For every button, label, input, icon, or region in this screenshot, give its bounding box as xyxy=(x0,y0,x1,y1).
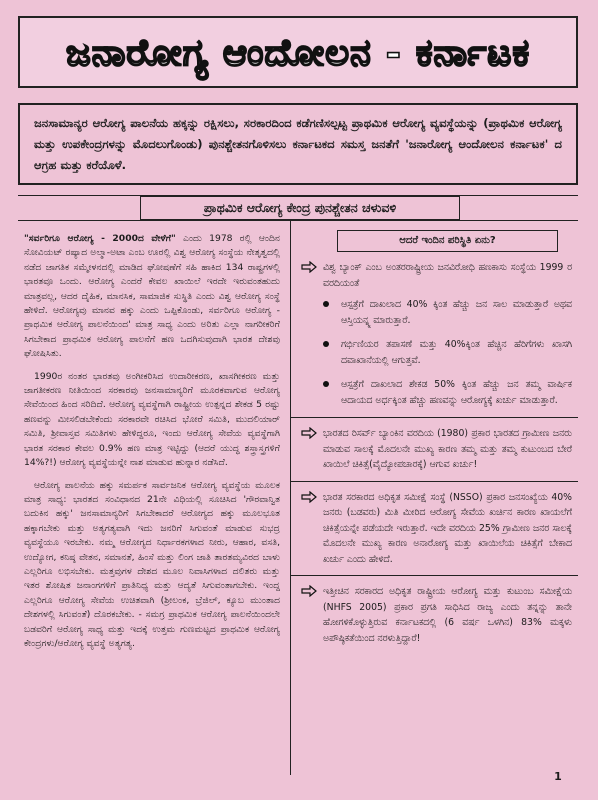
intro-body: ಎಂದು 1978 ರಲ್ಲಿ ಆಂದಿನ ಸೋವಿಯಟ್ ರಷ್ಯಾದ ಅಲ್ಮಾ-ಅಟಾ ಎಂಬ ಊರಲ್ಲಿ ವಿಶ್ವ ಆರೋಗ್ಯ ಸಂಸ್ಥೆಯ ನೇತೃತ್ವದಲ್ಲಿ ನಡೆದ ಜಾಗತಿಕ ಸಮ್ಮೇಳನದಲ್ಲಿ ಮಾಡಿದ ಘೋಷಣೆಗೆ ಸಹಿ ಹಾಕಿದ 134 ರಾಷ್ಟ್ರಗಳಲ್ಲಿ ಭಾರತವೂ ಒಂದು. ಆರೋಗ್ಯ ಎಂದರೆ ಕೇವಲ ಖಾಯಿಲೆ ಇರದೇ ಇರುವಂತಹುದು ಮಾತ್ರವಲ್ಲ, ಆದರ ದೈಹಿಕ, ಮಾನಸಿಕ, ಸಾಮಾಜಿಕ ಸುಸ್ಥಿತಿ ಎಂದು ವಿಶ್ವ ಆರೋಗ್ಯ ಸಂಸ್ಥೆ ಹೇಳಿದೆ. ಆರೋಗ್ಯವು ಮಾನವ ಹಕ್ಕು ಎಂದು ಒಪ್ಪಿಕೊಂಡು, ಸರ್ವರಿಗೂ ಆರೋಗ್ಯ - ಪ್ರಾಥಮಿಕ ಆರೋಗ್ಯ ಪಾಲನೆಯಿಂದ' ಮಾತ್ರ ಸಾಧ್ಯ ಎಂದು ಅರಿತು ಎಲ್ಲಾ ನಾಗರೀಕರಿಗೆ ಸಿಗಬೇಕಾದ ಪ್ರಾಥಮಿಕ ಆರೋಗ್ಯ ಪಾಲನೆಗೆ ಹಣ ಒದಗಿಸುವುದಾಗಿ ಭಾರತ ದೇಶವು ಘೋಷಿಸಿತು. xyxy=(24,233,280,360)
point-world-bank xyxy=(301,260,572,291)
masthead xyxy=(18,16,578,88)
right-column xyxy=(290,220,578,775)
arrow-right-icon xyxy=(301,585,317,597)
list-item xyxy=(301,337,572,368)
divider xyxy=(291,481,578,482)
paragraph-intro xyxy=(24,232,280,362)
list-item xyxy=(301,377,572,408)
divider xyxy=(291,417,578,418)
point-text: ವಿಶ್ವ ಬ್ಯಾಂಕ್ ಎಂಬ ಅಂತರರಾಷ್ಟ್ರೀಯ ಜನವಿರೋಧಿ ಹಣಕಾಸು ಸಂಸ್ಥೆಯ 1999 ರ ವರದಿಯಂತೆ xyxy=(323,262,572,289)
paragraph-policy: 1990ರ ನಂತರ ಭಾರತವು ಅಂಗೀಕರಿಸಿದ ಉದಾರೀಕರಣ, ಖಾಸಗೀಕರಣ ಮತ್ತು ಜಾಗತೀಕರಣ ನೀತಿಯಿಂದ ಸರಕಾರವು ಜನಸಾಮಾನ್ಯರಿಗೆ ಮೂರಕವಾಗುವ ಆರೋಗ್ಯ ಸೇವೆಯಿಂದ ಹಿಂದ ಸರಿದಿದೆ. ಆರೋಗ್ಯ ವ್ಯವಸ್ಥೆಗಾಗಿ ರಾಷ್ಟ್ರೀಯ ಉತ್ಪನ್ನದ ಶೇಕಡ 5 ರಷ್ಟು ಹಣವನ್ನು ಮೀಸಲಿಡಬೇಕೆಂದು ಸರಕಾರವೇ ರಚಿಸಿದ ಭೋರೆ ಸಮಿತಿ, ಮುದಲಿಯಾರ್ ಸಮಿತಿ, ಶ್ರೀವಾಸ್ತವ ಸಮಿತಿಗಳು ಹೇಳಿದ್ದರೂ, ಇಂದು ಆರೋಗ್ಯ ಸೇವೆಯ ವ್ಯವಸ್ಥೆಗಾಗಿ ಭಾರತ ಸರಕಾರ ಕೇವಲ 0.9% ಹಣ ಮಾತ್ರ ಇಟ್ಟಿದ್ದು (ಆದರೆ ಯುದ್ಧ ಶಸ್ತ್ರಾಸ್ತ್ರಗಳಿಗೆ 14%?!) ಆರೋಗ್ಯ ವ್ಯವಸ್ಥೆಯನ್ನೇ ನಾಶ ಮಾಡುವ ಹುನ್ನಾರ ನಡೆಸಿದೆ. xyxy=(24,370,280,469)
bullet-text: ಆಸ್ಪತ್ರೆಗೆ ದಾಖಲಾದ ಶೇಕಡ 50% ಕ್ಕಿಂತ ಹೆಚ್ಚು ಜನ ತಮ್ಮ ವಾರ್ಷಿಕ ಆದಾಯದ ಅರ್ಧಕ್ಕಿಂತ ಹೆಚ್ಚು ಹಣವನ್ನು ಆರೋಗ್ಯಕ್ಕೆ ಖರ್ಚು ಮಾಡುತ್ತಾರೆ. xyxy=(341,379,572,406)
masthead-title: ಜನಾರೋಗ್ಯ ಆಂದೋಲನ - ಕರ್ನಾಟಕ xyxy=(65,29,531,74)
bullet-text: ಆಸ್ಪತ್ರೆಗೆ ದಾಖಲಾದ 40% ಕ್ಕಿಂತ ಹೆಚ್ಚು ಜನ ಸಾಲ ಮಾಡುತ್ತಾರೆ ಅಥವ ಆಸ್ತಿಯನ್ನ್ನ ಮಾರುತ್ತಾರೆ. xyxy=(341,299,572,326)
intro-lead: "ಸರ್ವರಿಗೂ ಆರೋಗ್ಯ - 2000ದ ವೇಳೆಗೆ" xyxy=(24,233,176,244)
section-subtitle: ಪ್ರಾಥಮಿಕ ಆರೋಗ್ಯ ಕೇಂದ್ರ ಪುನಶ್ಚೇತನ ಚಳುವಳಿ xyxy=(140,196,460,220)
bullet-list xyxy=(301,297,572,408)
bullet-dot-icon xyxy=(323,381,329,387)
point-text: ಭಾರತ ಸರಕಾರದ ಅಧಿಕೃತ ಸಮೀಕ್ಷೆ ಸಂಸ್ಥೆ (NSSO) ಪ್ರಕಾರ ಜನಸಂಖ್ಯೆಯ 40% ಜನರು (ಬಡವರು) ಮಿತಿ ಮೀರಿದ ಆರೋಗ್ಯ ಸೇವೆಯ ಖರ್ಚಿನ ಕಾರಣ ಖಾಯಲೆಗೆ ಚಿಕಿತ್ಸೆಯನ್ನೇ ಪಡೆಯದೇ ಇರುತ್ತಾರೆ. ಇದೇ ವರದಿಯ 25% ಗ್ರಾಮೀಣ ಜನರ ಸಾಲಕ್ಕೆ ಮೊದಲನೇ ಮುಖ್ಯ ಕಾರಣ ಅನಾರೋಗ್ಯ ಮತ್ತು ಖಾಯಿಲೆಯ ಚಿಕಿತ್ಸೆಗೆ ಬೇಕಾದ ಖರ್ಚು ಎಂದು ಹೇಳಿದೆ. xyxy=(323,491,572,565)
bullet-dot-icon xyxy=(323,341,329,347)
point-text: ಭಾರತದ ರಿಸರ್ವ್ ಬ್ಯಾಂಕಿನ ವರದಿಯ (1980) ಪ್ರಕಾರ ಭಾರತದ ಗ್ರಾಮೀಣ ಜನರು ಮಾಡುವ ಸಾಲಕ್ಕೆ ಮೊದಲನೇ ಮುಖ್ಯ ಕಾರಣ ತಮ್ಮ ಮತ್ತು ತಮ್ಮ ಕುಟುಂಬದ ಬೇರೆ ಖಾಯಿಲೆ ಚಿಕಿತ್ಸೆ(ವೈದ್ಯೋಪಚಾರಕ್ಕೆ) ಆಗುವ ಖರ್ಚು! xyxy=(323,428,572,470)
divider xyxy=(291,575,578,576)
bullet-dot-icon xyxy=(323,301,329,307)
arrow-right-icon xyxy=(301,427,317,439)
point-text: ಇತ್ತೀಚಿನ ಸರಕಾರದ ಅಧಿಕೃತ ರಾಷ್ಟ್ರೀಯ ಆರೋಗ್ಯ ಮತ್ತು ಕುಟುಂಬ ಸಮೀಕ್ಷೆಯ (NHFS 2005) ಪ್ರಕಾರ ಪ್ರಗತಿ ಸಾಧಿಸಿದ ರಾಜ್ಯ ಎಂದು ತನ್ನನ್ನು ತಾನೇ ಹೋಗಳಿಕೊಳ್ಳುತ್ತಿರುವ ಕರ್ನಾಟಕದಲ್ಲಿ (6 ವರ್ಷ ಒಳಗಿನ) 83% ಮಕ್ಕಳು ಅಪೌಷ್ಠಿಕತೆಯಿಂದ ನರಳುತ್ತಿದ್ದಾರೆ! xyxy=(323,586,572,644)
arrow-right-icon xyxy=(301,261,317,273)
mission-statement: ಜನಸಾಮಾನ್ಯರ ಆರೋಗ್ಯ ಪಾಲನೆಯ ಹಕ್ಕನ್ನು ರಕ್ಷಿಸಲು, ಸರಕಾರದಿಂದ ಕಡೆಗಣಿಸಲ್ಪಟ್ಟ ಪ್ರಾಥಮಿಕ ಆರೋಗ್ಯ ವ್ಯವಸ್ಥೆಯನ್ನು (ಪ್ರಾಥಮಿಕ ಆರೋಗ್ಯ ಮತ್ತು ಉಪಕೇಂದ್ರಗಳನ್ನು ಮೊದಲುಗೊಂಡು) ಪುನಶ್ಚೇತನಗೊಳಿಸಲು ಕರ್ನಾಟಕದ ಸಮಸ್ತ ಜನತೆಗೆ 'ಜನಾರೋಗ್ಯ ಆಂದೋಲನ ಕರ್ನಾಟಕ' ದ ಆಗ್ರಹ ಮತ್ತು ಕರೆಯೊಳೆ. xyxy=(18,103,578,185)
point-reserve-bank xyxy=(301,426,572,473)
question-box: ಆದರೆ ಇಂದಿನ ಪರಿಸ್ಥಿತಿ ಏನು? xyxy=(337,230,558,252)
point-nhfs xyxy=(301,584,572,646)
page-number: 1 xyxy=(554,770,562,783)
point-nsso xyxy=(301,490,572,568)
left-column xyxy=(24,232,280,777)
bullet-text: ಗರ್ಭಿಣಿಯರ ತಪಾಸಣೆ ಮತ್ತು 40%ಕ್ಕಿಂತ ಹೆಚ್ಚಿನ ಹೆರಿಗೆಗಳು ಖಾಸಗಿ ದವಾಖಾನೆಯಲ್ಲಿ ಆಗುತ್ತವೆ. xyxy=(341,339,572,366)
arrow-right-icon xyxy=(301,491,317,503)
paragraph-rights: ಆರೋಗ್ಯ ಪಾಲನೆಯ ಹಕ್ಕು ಸಮರ್ಪಕ ಸಾರ್ವಜನಿಕ ಆರೋಗ್ಯ ವ್ಯವಸ್ಥೆಯ ಮೂಲಕ ಮಾತ್ರ ಸಾಧ್ಯ: ಭಾರತದ ಸಂವಿಧಾನದ 21ನೇ ವಿಧಿಯಲ್ಲಿ ಸೂಚಿಸಿದ 'ಗೌರವಾನ್ವಿತ ಬದುಕಿನ ಹಕ್ಕು' ಜನಸಾಮಾನ್ಯರಿಗೆ ಸಿಗಬೇಕಾದರೆ ಆರೋಗ್ಯದ ಹಕ್ಕು ಮೂಲಭೂತ ಹಕ್ಕಾಗಬೇಕು ಮತ್ತು ಅತ್ಯಗತ್ಯವಾಗಿ ಇದು ಜನರಿಗೆ ಸಿಗುವಂತೆ ಮಾಡುವ ಸುಭದ್ರ ವ್ಯವಸ್ಥೆಯೂ ಇರಬೇಕು. ನಮ್ಮ ಆರೋಗ್ಯದ ನಿರ್ಧಾರಕಗಳಾದ ನೀರು, ಆಹಾರ, ವಸತಿ, ಉದ್ಯೋಗ, ಕನಿಷ್ಠ ವೇತನ, ಸಮಾನತೆ, ಹಿಂಸೆ ಮತ್ತು ಲಿಂಗ ಜಾತಿ ತಾರತಮ್ಯವಿರದ ಬಾಳು ಎಲ್ಲರಿಗೂ ಲಭಿಸಬೇಕು. ಮತ್ತವುಗಳ ದೇಶದ ಮೂಲ ನಿವಾಸಿಗಳಾದ ದಲಿತರು ಮತ್ತು ಇತರ ಶೋಷಿತ ಜನಾಂಗಗಳಿಗೆ ಪ್ರಾತಿನಿಧ್ಯ ಮತ್ತು ಆದ್ಯತೆ ಸಿಗುವಂತಾಗಬೇಕು. ಇಂದ್ದ ಎಲ್ಲರಿಗೂ ಆರೋಗ್ಯ ಸೇವೆಯ ಉಚಿತವಾಗಿ (ಶ್ರೀಲಂಕ, ಬ್ರೆಜಿಲ್, ಕ್ಯೂಬ ಮುಂತಾದ ದೇಶಗಳಲ್ಲಿ ಸಿಗುವಂತೆ) ದೊರಕಬೇಕು. - ಸಮಗ್ರ ಪ್ರಾಥಮಿಕ ಆರೋಗ್ಯ ಪಾಲನೆಯಿಂದಲೇ ಬಡವರಿಗೆ ಆರೋಗ್ಯ ಸಾಧ್ಯ ಮತ್ತು ಇದಕ್ಕೆ ಉತ್ತಮ ಗುಣಮಟ್ಟದ ಪ್ರಾಥಮಿಕ ಆರೋಗ್ಯ ಕೇಂದ್ರಗಳು/ಆರೋಗ್ಯ ವ್ಯವಸ್ಥೆ ಅತ್ಯಗತ್ಯ. xyxy=(24,479,280,649)
list-item xyxy=(301,297,572,328)
